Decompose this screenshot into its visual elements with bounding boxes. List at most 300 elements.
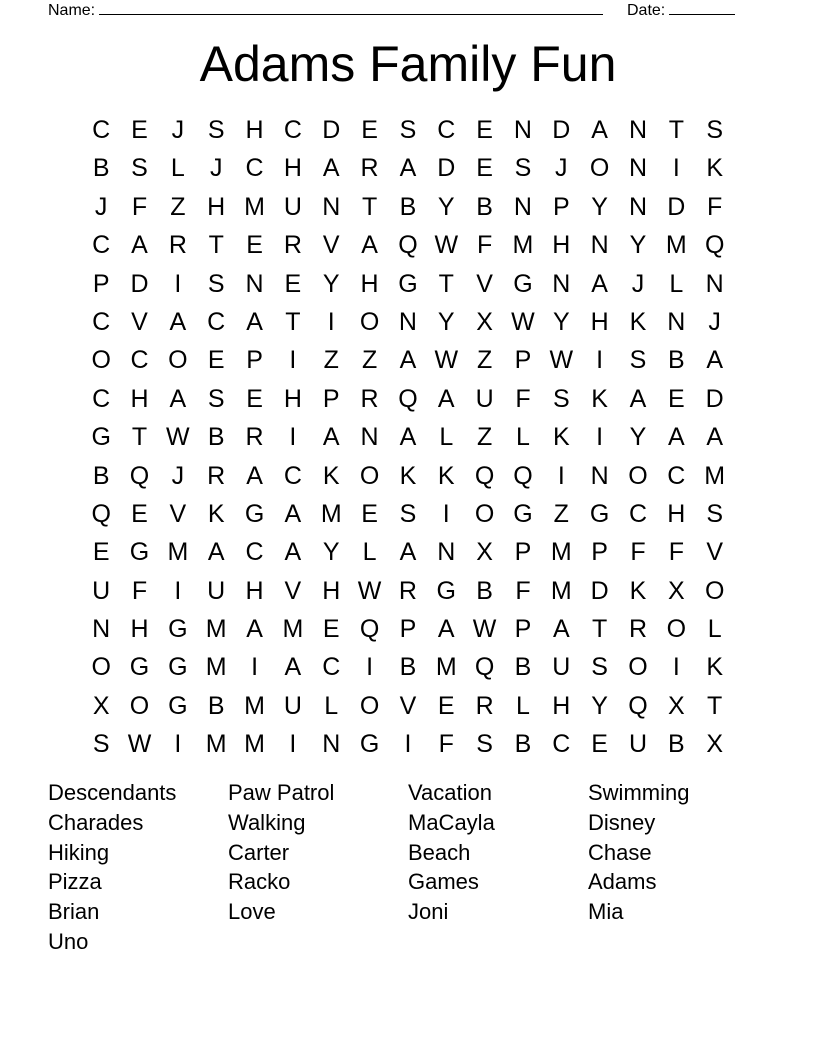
grid-letter[interactable]: A <box>246 307 263 336</box>
grid-letter[interactable]: H <box>283 384 302 413</box>
grid-letter[interactable]: S <box>706 499 724 528</box>
grid-letter[interactable]: M <box>205 653 227 682</box>
grid-letter[interactable]: I <box>289 346 297 375</box>
grid-letter[interactable]: I <box>672 653 680 682</box>
grid-letter[interactable]: S <box>131 154 148 183</box>
grid-letter[interactable]: K <box>706 653 724 682</box>
grid-letter[interactable]: P <box>399 615 417 644</box>
grid-letter[interactable]: L <box>362 538 377 567</box>
grid-letter[interactable]: P <box>92 269 110 298</box>
grid-letter[interactable]: N <box>437 538 456 567</box>
grid-letter[interactable]: G <box>168 691 188 720</box>
grid-letter[interactable]: V <box>706 538 724 567</box>
grid-letter[interactable]: Y <box>552 307 570 336</box>
grid-letter[interactable]: V <box>284 576 302 605</box>
grid-letter[interactable]: J <box>94 192 108 221</box>
grid-letter[interactable]: Y <box>322 538 340 567</box>
grid-letter[interactable]: Q <box>474 653 495 682</box>
grid-letter[interactable]: G <box>168 653 188 682</box>
grid-letter[interactable]: N <box>322 730 341 759</box>
name-label: Name: <box>48 2 96 19</box>
grid-letter[interactable]: M <box>320 499 342 528</box>
grid-letter[interactable]: U <box>283 691 302 720</box>
grid-letter[interactable]: C <box>283 116 302 144</box>
grid-letter[interactable]: B <box>207 423 225 452</box>
word-list-item: Beach <box>408 839 471 865</box>
grid-letter[interactable]: A <box>284 538 302 567</box>
grid-letter[interactable]: G <box>398 269 418 298</box>
grid-letter[interactable]: M <box>244 691 265 720</box>
grid-letter[interactable]: A <box>399 346 417 375</box>
grid-letter[interactable]: G <box>589 499 610 528</box>
grid-letter[interactable]: F <box>515 384 531 413</box>
grid-letter[interactable]: C <box>92 116 111 144</box>
grid-letter[interactable]: F <box>515 576 531 605</box>
grid-letter[interactable]: O <box>474 499 495 528</box>
grid-letter[interactable]: A <box>284 653 302 682</box>
grid-letter[interactable]: B <box>399 653 417 682</box>
grid-letter[interactable]: M <box>205 730 227 759</box>
grid-letter[interactable]: N <box>628 154 648 183</box>
grid-letter[interactable]: S <box>514 154 532 183</box>
grid-letter[interactable]: O <box>359 691 380 720</box>
grid-letter[interactable]: C <box>322 653 341 682</box>
grid-letter[interactable]: O <box>91 346 111 375</box>
grid-letter[interactable]: Y <box>629 231 647 260</box>
grid-letter[interactable]: E <box>207 346 225 375</box>
grid-letter[interactable]: H <box>590 307 609 336</box>
grid-letter[interactable]: B <box>207 691 225 720</box>
grid-letter[interactable]: Y <box>437 192 455 221</box>
grid-letter[interactable]: G <box>129 538 150 567</box>
grid-letter[interactable]: B <box>476 576 493 605</box>
name-blank-line[interactable] <box>99 0 603 15</box>
grid-letter[interactable]: H <box>552 231 571 260</box>
grid-letter[interactable]: S <box>476 730 493 759</box>
grid-letter[interactable]: M <box>704 461 726 490</box>
date-blank-line[interactable] <box>669 0 735 15</box>
grid-letter[interactable]: H <box>245 576 264 605</box>
grid-letter[interactable]: O <box>168 346 188 375</box>
grid-letter[interactable]: M <box>512 231 534 260</box>
grid-letter[interactable]: A <box>629 384 647 413</box>
grid-letter[interactable]: H <box>552 691 571 720</box>
word-list-item: Carter <box>228 839 290 865</box>
grid-letter[interactable]: X <box>476 307 493 336</box>
grid-letter[interactable]: L <box>707 615 722 644</box>
grid-letter[interactable]: M <box>665 231 687 260</box>
grid-letter[interactable]: C <box>130 346 149 375</box>
grid-letter[interactable]: O <box>129 691 150 720</box>
grid-letter[interactable]: K <box>706 154 724 183</box>
grid-letter[interactable]: A <box>591 116 608 144</box>
grid-letter[interactable]: Q <box>474 461 495 490</box>
grid-letter[interactable]: D <box>552 116 571 144</box>
grid-letter[interactable]: R <box>245 423 264 452</box>
grid-letter[interactable]: N <box>513 192 532 221</box>
grid-letter[interactable]: P <box>514 538 532 567</box>
grid-letter[interactable]: H <box>283 154 302 183</box>
grid-letter[interactable]: A <box>399 423 417 452</box>
grid-letter[interactable]: A <box>131 231 148 260</box>
grid-letter[interactable]: Z <box>553 499 569 528</box>
grid-letter[interactable]: E <box>667 384 685 413</box>
grid-letter[interactable]: R <box>283 231 302 260</box>
grid-letter[interactable]: I <box>596 423 604 452</box>
grid-letter[interactable]: F <box>131 576 148 605</box>
grid-letter[interactable]: C <box>245 538 264 567</box>
grid-letter[interactable]: L <box>516 423 530 452</box>
grid-letter[interactable]: A <box>437 615 455 644</box>
grid-letter[interactable]: H <box>130 615 149 644</box>
grid-letter[interactable]: I <box>404 730 412 759</box>
grid-letter[interactable]: V <box>131 307 148 336</box>
grid-letter[interactable]: R <box>475 691 494 720</box>
grid-letter[interactable]: A <box>437 384 455 413</box>
grid-letter[interactable]: W <box>127 730 152 759</box>
grid-letter[interactable]: C <box>92 231 111 260</box>
grid-letter[interactable]: I <box>366 653 374 682</box>
grid-letter[interactable]: E <box>131 499 148 528</box>
grid-letter[interactable]: I <box>672 154 680 183</box>
grid-letter[interactable]: I <box>327 307 335 336</box>
grid-letter[interactable]: R <box>628 615 648 644</box>
grid-letter[interactable]: E <box>246 384 263 413</box>
grid-letter[interactable]: B <box>667 346 685 375</box>
grid-letter[interactable]: Z <box>170 192 186 221</box>
grid-letter[interactable]: E <box>361 116 378 144</box>
grid-letter[interactable]: T <box>668 116 684 144</box>
grid-letter[interactable]: I <box>174 576 182 605</box>
grid-letter[interactable]: O <box>628 653 648 682</box>
grid-letter[interactable]: E <box>131 116 148 144</box>
grid-letter[interactable]: I <box>251 653 259 682</box>
grid-letter[interactable]: Q <box>513 461 533 490</box>
grid-letter[interactable]: C <box>667 461 686 490</box>
grid-letter[interactable]: P <box>322 384 340 413</box>
grid-letter[interactable]: H <box>667 499 686 528</box>
grid-letter[interactable]: R <box>360 154 379 183</box>
grid-letter[interactable]: J <box>555 154 568 183</box>
grid-letter[interactable]: B <box>399 192 417 221</box>
grid-letter[interactable]: O <box>91 653 111 682</box>
grid-letter[interactable]: N <box>667 307 686 336</box>
grid-letter[interactable]: H <box>360 269 379 298</box>
grid-letter[interactable]: C <box>628 499 648 528</box>
grid-letter[interactable]: G <box>91 423 111 452</box>
grid-letter[interactable]: W <box>434 346 459 375</box>
grid-letter[interactable]: E <box>437 691 455 720</box>
grid-letter[interactable]: M <box>435 653 457 682</box>
grid-letter[interactable]: P <box>514 346 532 375</box>
grid-letter[interactable]: S <box>207 116 225 144</box>
grid-letter[interactable]: O <box>359 461 380 490</box>
grid-letter[interactable]: L <box>324 691 339 720</box>
grid-letter[interactable]: C <box>92 384 111 413</box>
grid-letter[interactable]: A <box>169 307 187 336</box>
grid-letter[interactable]: N <box>552 269 571 298</box>
grid-letter[interactable]: S <box>706 116 724 144</box>
grid-letter[interactable]: B <box>514 730 532 759</box>
grid-letter[interactable]: Z <box>476 423 493 452</box>
grid-letter[interactable]: X <box>667 576 685 605</box>
grid-letter[interactable]: W <box>166 423 190 452</box>
grid-letter[interactable]: Z <box>323 346 339 375</box>
grid-letter[interactable]: M <box>244 730 265 759</box>
grid-letter[interactable]: V <box>322 231 340 260</box>
grid-letter[interactable]: M <box>550 576 572 605</box>
grid-letter[interactable]: W <box>357 576 382 605</box>
grid-letter[interactable]: C <box>207 307 226 336</box>
grid-letter[interactable]: B <box>92 461 110 490</box>
grid-letter[interactable]: C <box>437 116 456 144</box>
grid-letter[interactable]: G <box>513 269 533 298</box>
grid-letter[interactable]: T <box>131 423 148 452</box>
grid-row <box>82 303 734 341</box>
grid-letter[interactable]: K <box>552 423 570 452</box>
grid-letter[interactable]: K <box>629 307 647 336</box>
grid-letter[interactable]: Q <box>359 615 380 644</box>
grid-letter[interactable]: N <box>628 116 648 144</box>
grid-letter[interactable]: J <box>209 154 223 183</box>
grid-letter[interactable]: G <box>359 730 380 759</box>
grid-letter[interactable]: B <box>514 653 532 682</box>
grid-letter[interactable]: S <box>629 346 647 375</box>
grid-letter[interactable]: X <box>476 538 493 567</box>
grid-letter[interactable]: X <box>706 730 724 759</box>
grid-letter[interactable]: G <box>436 576 456 605</box>
grid-letter[interactable]: R <box>360 384 379 413</box>
grid-letter[interactable]: A <box>552 615 570 644</box>
grid-letter[interactable]: S <box>207 269 225 298</box>
grid-letter[interactable]: W <box>434 231 459 260</box>
grid-letter[interactable]: N <box>360 423 379 452</box>
grid-letter[interactable]: E <box>361 499 378 528</box>
grid-letter[interactable]: W <box>511 307 535 336</box>
grid-letter[interactable]: A <box>322 154 340 183</box>
grid-letter[interactable]: I <box>557 461 565 490</box>
grid-letter[interactable]: S <box>399 116 417 144</box>
grid-letter[interactable]: J <box>171 116 185 144</box>
grid-letter[interactable]: I <box>174 269 182 298</box>
grid-letter[interactable]: K <box>437 461 455 490</box>
grid-letter[interactable]: G <box>244 499 265 528</box>
grid-letter[interactable]: H <box>322 576 341 605</box>
grid-row <box>82 111 734 149</box>
grid-letter[interactable]: K <box>591 384 608 413</box>
grid-letter[interactable]: E <box>284 269 302 298</box>
grid-letter[interactable]: I <box>596 346 604 375</box>
grid-letter[interactable]: T <box>208 231 224 260</box>
grid-letter[interactable]: S <box>552 384 570 413</box>
grid-letter[interactable]: H <box>245 116 264 144</box>
grid-letter[interactable]: S <box>591 653 608 682</box>
grid-letter[interactable]: H <box>207 192 226 221</box>
grid-letter[interactable]: A <box>399 538 417 567</box>
grid-letter[interactable]: F <box>438 730 454 759</box>
grid-letter[interactable]: L <box>669 269 684 298</box>
grid-letter[interactable]: S <box>399 499 417 528</box>
grid-letter[interactable]: M <box>282 615 304 644</box>
grid-letter[interactable]: A <box>706 346 724 375</box>
grid-letter[interactable]: U <box>628 730 648 759</box>
grid-letter[interactable]: R <box>207 461 226 490</box>
grid-row <box>82 418 734 456</box>
grid-letter[interactable]: B <box>667 730 685 759</box>
grid-letter[interactable]: U <box>207 576 226 605</box>
grid-letter[interactable]: I <box>442 499 450 528</box>
grid-letter[interactable]: A <box>706 423 724 452</box>
grid-letter[interactable]: E <box>591 730 608 759</box>
grid-letter[interactable]: A <box>207 538 225 567</box>
grid-letter[interactable]: P <box>246 346 263 375</box>
grid-letter[interactable]: Y <box>591 691 608 720</box>
grid-letter[interactable]: F <box>131 192 148 221</box>
grid-letter[interactable]: D <box>437 154 456 183</box>
grid-letter[interactable]: N <box>705 269 724 298</box>
grid-letter[interactable]: B <box>476 192 493 221</box>
grid-letter[interactable]: O <box>628 461 648 490</box>
grid-letter[interactable]: D <box>322 116 341 144</box>
grid-letter[interactable]: Q <box>628 691 648 720</box>
grid-letter[interactable]: R <box>168 231 187 260</box>
grid-letter[interactable]: J <box>708 307 721 336</box>
grid-letter[interactable]: I <box>174 730 182 759</box>
grid-letter[interactable]: A <box>169 384 187 413</box>
grid-letter[interactable]: W <box>472 615 497 644</box>
grid-letter[interactable]: D <box>130 269 149 298</box>
grid-letter[interactable]: Q <box>129 461 150 490</box>
grid-letter[interactable]: I <box>289 730 297 759</box>
grid-letter[interactable]: E <box>476 116 493 144</box>
grid-letter[interactable]: A <box>322 423 340 452</box>
grid-letter[interactable]: J <box>631 269 645 298</box>
grid-letter[interactable]: V <box>169 499 187 528</box>
grid-letter[interactable]: A <box>246 615 263 644</box>
grid-letter[interactable]: T <box>438 269 454 298</box>
grid-letter[interactable]: U <box>283 192 302 221</box>
grid-letter[interactable]: F <box>630 538 646 567</box>
grid-letter[interactable]: M <box>550 538 572 567</box>
grid-letter[interactable]: Z <box>361 346 378 375</box>
grid-letter[interactable]: X <box>92 691 110 720</box>
grid-letter[interactable]: Y <box>437 307 455 336</box>
grid-letter[interactable]: Q <box>398 231 418 260</box>
grid-letter[interactable]: L <box>516 691 530 720</box>
grid-letter[interactable]: A <box>667 423 685 452</box>
grid-letter[interactable]: X <box>667 691 685 720</box>
date-field <box>627 0 735 20</box>
grid-letter[interactable]: C <box>552 730 571 759</box>
grid-letter[interactable]: F <box>476 231 493 260</box>
grid-letter[interactable]: L <box>439 423 454 452</box>
grid-letter[interactable]: G <box>129 653 150 682</box>
grid-letter[interactable]: O <box>589 154 610 183</box>
grid-letter[interactable]: E <box>476 154 493 183</box>
grid-letter[interactable]: W <box>549 346 574 375</box>
grid-letter[interactable]: E <box>92 538 110 567</box>
grid-letter[interactable]: P <box>514 615 532 644</box>
grid-letter[interactable]: C <box>92 307 111 336</box>
grid-letter[interactable]: Q <box>398 384 418 413</box>
grid-letter[interactable]: F <box>707 192 723 221</box>
grid-letter[interactable]: V <box>399 691 417 720</box>
grid-letter[interactable]: U <box>475 384 494 413</box>
grid-letter[interactable]: F <box>668 538 684 567</box>
grid-letter[interactable]: K <box>322 461 340 490</box>
grid-letter[interactable]: D <box>590 576 609 605</box>
grid-letter[interactable]: A <box>361 231 378 260</box>
grid-letter[interactable]: N <box>92 615 111 644</box>
grid-letter[interactable]: N <box>590 231 609 260</box>
grid-letter[interactable]: T <box>361 192 378 221</box>
grid-letter[interactable]: E <box>322 615 340 644</box>
grid-letter[interactable]: M <box>244 192 265 221</box>
grid-row <box>82 457 734 495</box>
grid-letter[interactable]: R <box>398 576 417 605</box>
grid-letter[interactable]: C <box>245 154 264 183</box>
grid-letter[interactable]: S <box>92 730 110 759</box>
grid-letter[interactable]: A <box>284 499 302 528</box>
grid-letter[interactable]: D <box>705 384 724 413</box>
grid-letter[interactable]: P <box>591 538 608 567</box>
grid-letter[interactable]: G <box>168 615 188 644</box>
grid-letter[interactable]: N <box>245 269 264 298</box>
grid-letter[interactable]: U <box>92 576 111 605</box>
grid-letter[interactable]: Z <box>476 346 493 375</box>
grid-letter[interactable]: U <box>552 653 571 682</box>
grid-letter[interactable]: O <box>666 615 687 644</box>
grid-letter[interactable]: H <box>130 384 149 413</box>
grid-letter[interactable]: N <box>590 461 609 490</box>
grid-letter[interactable]: V <box>476 269 493 298</box>
grid-letter[interactable]: M <box>167 538 189 567</box>
grid-letter[interactable]: M <box>205 615 227 644</box>
grid-letter[interactable]: E <box>246 231 263 260</box>
grid-letter[interactable]: G <box>513 499 533 528</box>
grid-letter[interactable]: O <box>704 576 725 605</box>
grid-letter[interactable]: K <box>207 499 225 528</box>
grid-letter[interactable]: N <box>628 192 648 221</box>
grid-letter[interactable]: K <box>629 576 647 605</box>
grid-letter[interactable]: A <box>591 269 608 298</box>
grid-letter[interactable]: Y <box>322 269 340 298</box>
grid-letter[interactable]: B <box>92 154 110 183</box>
grid-letter[interactable]: T <box>285 307 301 336</box>
grid-letter[interactable]: J <box>171 461 185 490</box>
grid-letter[interactable]: L <box>170 154 185 183</box>
grid-letter[interactable]: Y <box>629 423 647 452</box>
grid-letter[interactable]: N <box>398 307 417 336</box>
grid-letter[interactable]: Q <box>704 231 725 260</box>
grid-letter[interactable]: C <box>283 461 302 490</box>
grid-letter[interactable]: A <box>246 461 263 490</box>
grid-letter[interactable]: D <box>667 192 686 221</box>
grid-letter[interactable]: N <box>513 116 532 144</box>
grid-letter[interactable]: T <box>707 691 723 720</box>
grid-letter[interactable]: A <box>399 154 417 183</box>
grid-letter[interactable]: N <box>322 192 341 221</box>
grid-letter[interactable]: S <box>207 384 225 413</box>
grid-letter[interactable]: P <box>552 192 570 221</box>
grid-letter[interactable]: O <box>359 307 380 336</box>
grid-letter[interactable]: I <box>289 423 297 452</box>
grid-letter[interactable]: Y <box>591 192 608 221</box>
grid-letter[interactable]: K <box>399 461 417 490</box>
grid-letter[interactable]: Q <box>91 499 111 528</box>
word-list-item: Paw Patrol <box>228 780 335 805</box>
grid-letter[interactable]: T <box>592 615 608 644</box>
